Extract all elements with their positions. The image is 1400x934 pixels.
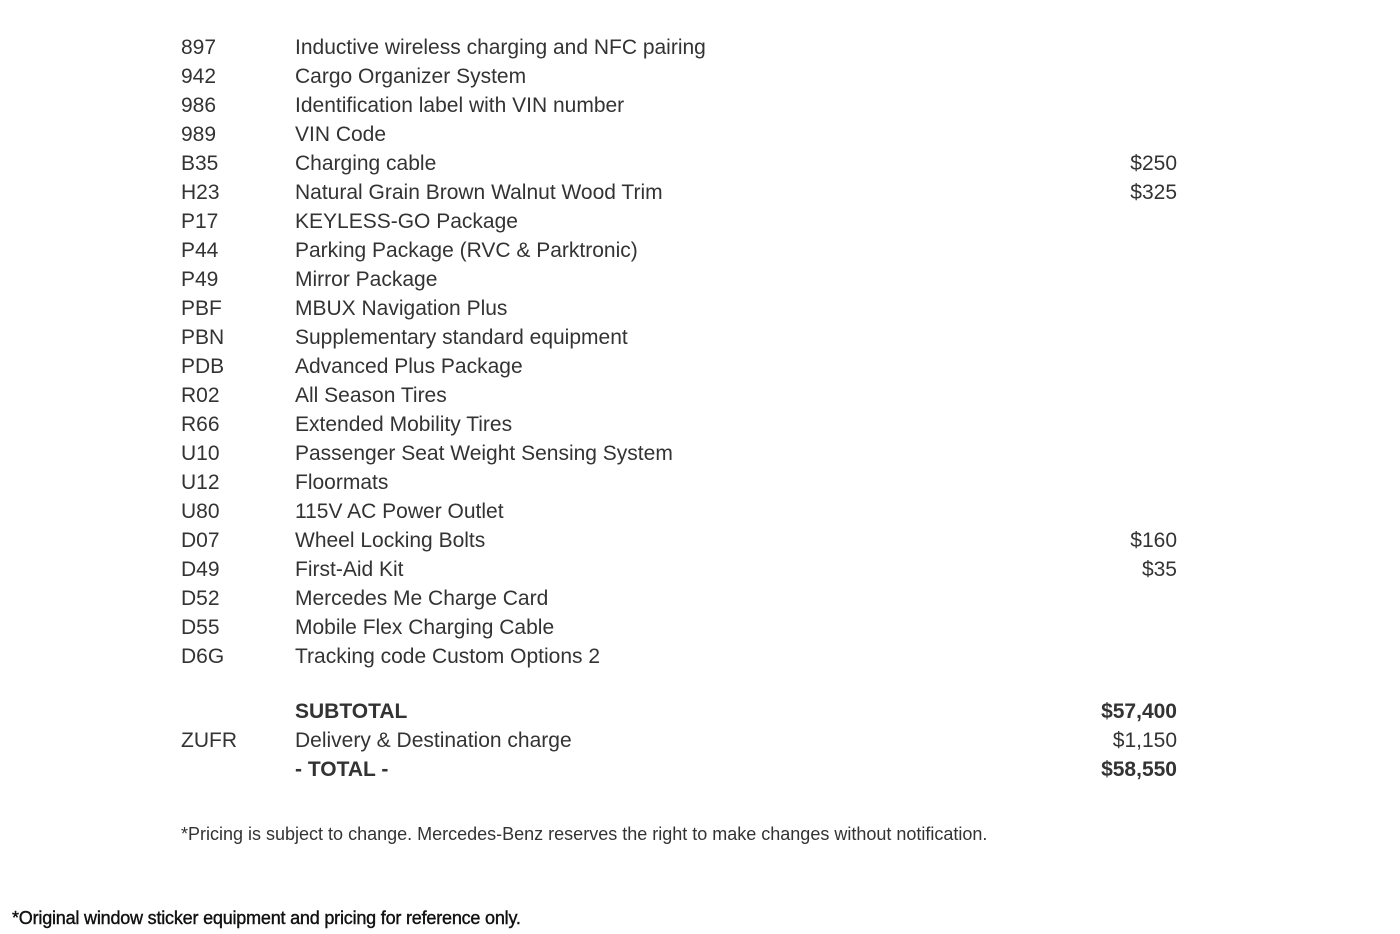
totals-section [181, 697, 1177, 784]
option-price: $35 [1141, 558, 1177, 581]
option-description: Wheel Locking Bolts [295, 529, 486, 552]
total-row [181, 755, 1177, 784]
option-code: D52 [181, 587, 220, 610]
option-code: P44 [181, 239, 219, 262]
equipment-row [181, 91, 1177, 120]
option-description: KEYLESS-GO Package [295, 210, 518, 233]
equipment-row [181, 265, 1177, 294]
equipment-row [181, 584, 1177, 613]
option-description: Mobile Flex Charging Cable [295, 616, 555, 639]
option-price: $325 [1130, 181, 1177, 204]
option-description: Natural Grain Brown Walnut Wood Trim [295, 181, 663, 204]
option-code: H23 [181, 181, 220, 204]
option-description: MBUX Navigation Plus [295, 297, 508, 320]
subtotal-row [181, 697, 1177, 726]
equipment-row [181, 294, 1177, 323]
equipment-list [181, 33, 1177, 671]
option-code: U10 [181, 442, 220, 465]
equipment-row [181, 149, 1177, 178]
option-description: Tracking code Custom Options 2 [295, 645, 601, 668]
option-code: D6G [181, 645, 225, 668]
option-description: Cargo Organizer System [295, 65, 527, 88]
option-code: D07 [181, 529, 220, 552]
option-code: D55 [181, 616, 220, 639]
option-code: R02 [181, 384, 220, 407]
subtotal-label: SUBTOTAL [295, 700, 408, 723]
option-code: R66 [181, 413, 220, 436]
delivery-value: $1,150 [1112, 729, 1177, 752]
option-description: Floormats [295, 471, 389, 494]
option-description: Supplementary standard equipment [295, 326, 628, 349]
option-description: All Season Tires [295, 384, 447, 407]
total-value: $58,550 [1101, 758, 1177, 781]
equipment-row [181, 323, 1177, 352]
option-code: 942 [181, 65, 217, 88]
option-price: $160 [1130, 529, 1177, 552]
option-description: Charging cable [295, 152, 437, 175]
equipment-row [181, 410, 1177, 439]
option-code: B35 [181, 152, 219, 175]
option-description: VIN Code [295, 123, 387, 146]
equipment-row [181, 207, 1177, 236]
equipment-row [181, 33, 1177, 62]
option-code: D49 [181, 558, 220, 581]
pricing-disclaimer: *Pricing is subject to change. Mercedes-Benz reserves the right to make changes without notification. [181, 824, 988, 844]
equipment-row [181, 613, 1177, 642]
total-label: - TOTAL - [295, 758, 389, 781]
option-description: Identification label with VIN number [295, 94, 625, 117]
equipment-row [181, 642, 1177, 671]
option-code: U12 [181, 471, 220, 494]
option-description: Parking Package (RVC & Parktronic) [295, 239, 638, 262]
equipment-row [181, 468, 1177, 497]
option-code: P49 [181, 268, 219, 291]
option-code: 989 [181, 123, 217, 146]
option-code: PBN [181, 326, 225, 349]
equipment-row [181, 439, 1177, 468]
delivery-label: Delivery & Destination charge [295, 729, 572, 752]
equipment-row [181, 497, 1177, 526]
reference-footnote: *Original window sticker equipment and pricing for reference only. [12, 908, 521, 928]
equipment-row [181, 381, 1177, 410]
option-code: P17 [181, 210, 219, 233]
equipment-row [181, 352, 1177, 381]
option-description: Advanced Plus Package [295, 355, 523, 378]
equipment-row [181, 120, 1177, 149]
subtotal-value: $57,400 [1101, 700, 1177, 723]
option-code: PDB [181, 355, 225, 378]
option-description: Passenger Seat Weight Sensing System [295, 442, 673, 465]
option-description: First-Aid Kit [295, 558, 404, 581]
option-code: PBF [181, 297, 222, 320]
equipment-row [181, 178, 1177, 207]
option-description: 115V AC Power Outlet [295, 500, 504, 523]
option-code: 897 [181, 36, 217, 59]
option-price: $250 [1130, 152, 1177, 175]
option-code: 986 [181, 94, 217, 117]
equipment-row [181, 62, 1177, 91]
equipment-row [181, 236, 1177, 265]
equipment-row [181, 555, 1177, 584]
option-description: Extended Mobility Tires [295, 413, 513, 436]
equipment-row [181, 526, 1177, 555]
option-description: Mercedes Me Charge Card [295, 587, 549, 610]
option-description: Mirror Package [295, 268, 438, 291]
delivery-code: ZUFR [181, 729, 237, 752]
option-code: U80 [181, 500, 220, 523]
option-description: Inductive wireless charging and NFC pairing [295, 36, 706, 59]
delivery-row [181, 726, 1177, 755]
